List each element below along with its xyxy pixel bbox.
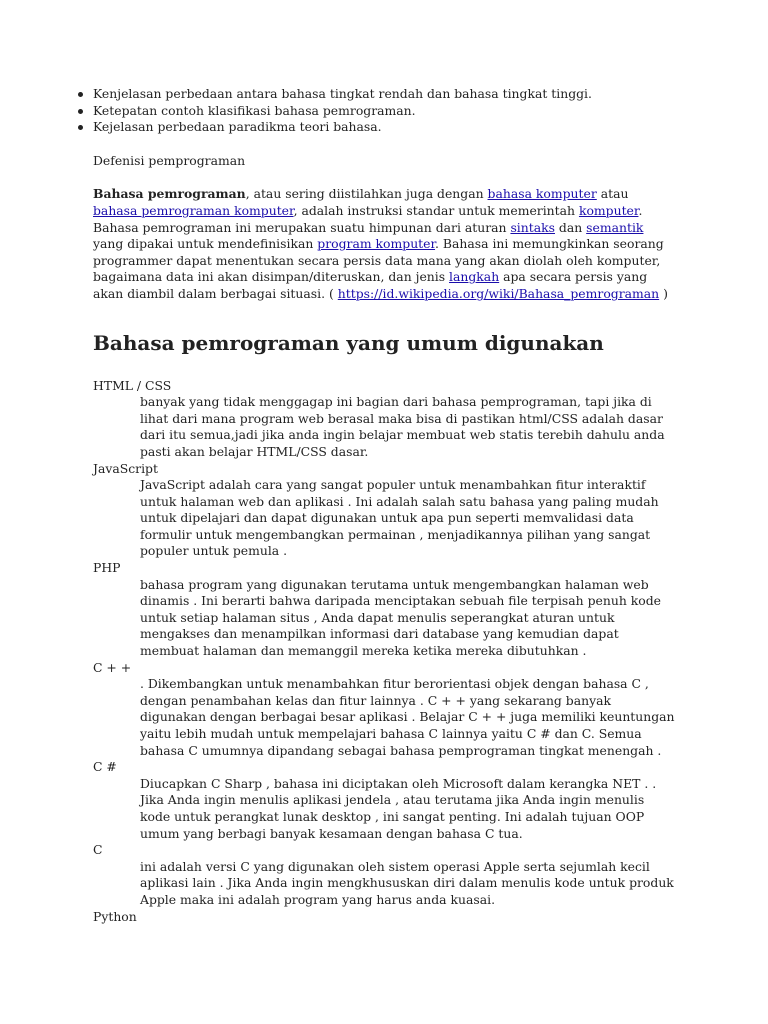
intro-text: apa secara persis yang akan diambil dalam berbagai situasi. ( [93, 269, 648, 301]
criteria-text: Kenjelasan perbedaan antara bahasa tingkat rendah dan bahasa tingkat tinggi. [93, 86, 592, 101]
language-list [93, 378, 675, 926]
language-description: Diucapkan C Sharp , bahasa ini diciptakan oleh Microsoft dalam kerangka NET . . Jika Anda ingin menulis aplikasi jendela , atau terutama jika Anda ingin menulis kode untuk perangkat lunak desktop , ini sangat penting. Ini adalah tujuan OOP umum yang berbagi banyak kesamaan dengan bahasa C tua. [140, 775, 657, 841]
bullet-icon [78, 109, 83, 114]
intro-text: ) [659, 285, 668, 301]
intro-text: . Bahasa ini memungkinkan seorang programmer dapat menentukan secara persis data mana yang akan diolah oleh komputer, bagaimana data ini akan disimpan/diteruskan, dan jenis [93, 236, 664, 285]
language-description: JavaScript adalah cara yang sangat populer untuk menambahkan fitur interaktif untuk halaman web dan aplikasi . Ini adalah salah satu bahasa yang paling mudah untuk dipelajari dan dapat digunakan untuk apa pun seperti memvalidasi data formulir untuk mengembangkan permainan , menjadikannya pilihan yang sangat populer untuk pemula . [140, 477, 659, 559]
link-bahasa-komputer[interactable]: bahasa komputer [487, 186, 597, 202]
bullet-icon [78, 125, 83, 130]
section-heading: Bahasa pemrograman yang umum digunakan [93, 330, 604, 355]
language-name: HTML / CSS [93, 377, 172, 393]
list-item [93, 86, 675, 103]
intro-text: atau [596, 186, 629, 202]
intro-term: Bahasa pemrograman [93, 186, 246, 202]
list-item [93, 119, 675, 136]
intro-text: , adalah instruksi standar untuk memerintah [293, 202, 579, 218]
link-langkah[interactable]: langkah [449, 269, 500, 285]
link-program-komputer[interactable]: program komputer [317, 236, 436, 252]
language-name: C [93, 842, 103, 858]
link-wikipedia[interactable]: https://id.wikipedia.org/wiki/Bahasa_pemrograman [337, 285, 660, 301]
link-komputer[interactable]: komputer [578, 202, 639, 218]
link-sintaks[interactable]: sintaks [510, 219, 555, 235]
language-description: banyak yang tidak menggagap ini bagian dari bahasa pemprograman, tapi jika di lihat dari mana program web berasal maka bisa di pastikan html/CSS adalah dasar dari itu semua,jadi jika anda ingin belajar membuat web statis terebih dahulu anda pasti akan belajar HTML/CSS dasar. [140, 394, 665, 459]
list-item [93, 103, 675, 120]
bullet-icon [78, 92, 83, 97]
intro-text: yang dipakai untuk mendefinisikan [93, 236, 318, 252]
language-name: C # [93, 759, 117, 775]
criteria-text: Ketepatan contoh klasifikasi bahasa pemrograman. [93, 102, 416, 118]
criteria-text: Kejelasan perbedaan paradikma teori bahasa. [93, 119, 382, 135]
language-description: ini adalah versi C yang digunakan oleh sistem operasi Apple serta sejumlah kecil aplikasi lain . Jika Anda ingin mengkhususkan diri dalam menulis kode untuk produk Apple maka ini adalah program yang harus anda kuasai. [140, 858, 674, 907]
language-name: PHP [93, 560, 121, 576]
link-semantik[interactable]: semantik [586, 219, 644, 235]
document-content [93, 86, 675, 925]
intro-paragraph [93, 186, 675, 302]
language-name: JavaScript [93, 460, 158, 476]
definition-title: Defenisi pemprograman [93, 152, 246, 168]
intro-text: dan [554, 219, 587, 235]
intro-text: . Bahasa pemrograman ini merupakan suatu himpunan dari aturan [93, 202, 643, 235]
criteria-list [93, 86, 675, 136]
language-description: . Dikembangkan untuk menambahkan fitur berorientasi objek dengan bahasa C , dengan penambahan kelas dan fitur lainnya . C + + yang sekarang banyak digunakan dengan berbagai besar aplikasi . Belajar C + + juga memiliki keuntungan yaitu lebih mudah untuk mempelajari bahasa C lainnya yaitu C # dan C. Semua bahasa C umumnya dipandang sebagai bahasa pemprograman tingkat menengah . [140, 676, 675, 758]
language-description: bahasa program yang digunakan terutama untuk mengembangkan halaman web dinamis . Ini berarti bahwa daripada menciptakan sebuah file terpisah penuh kode untuk setiap halaman situs , Anda dapat menulis seperangkat aturan untuk mengakses dan menampilkan informasi dari database yang kemudian dapat membuat halaman dan memanggil mereka ketika mereka dibutuhkan . [140, 576, 661, 659]
link-bahasa-pemrograman-komputer[interactable]: bahasa pemrograman komputer [93, 202, 294, 218]
intro-text: , atau sering diistilahkan juga dengan [245, 186, 488, 202]
language-name: C + + [93, 659, 132, 675]
language-name: Python [93, 908, 137, 924]
